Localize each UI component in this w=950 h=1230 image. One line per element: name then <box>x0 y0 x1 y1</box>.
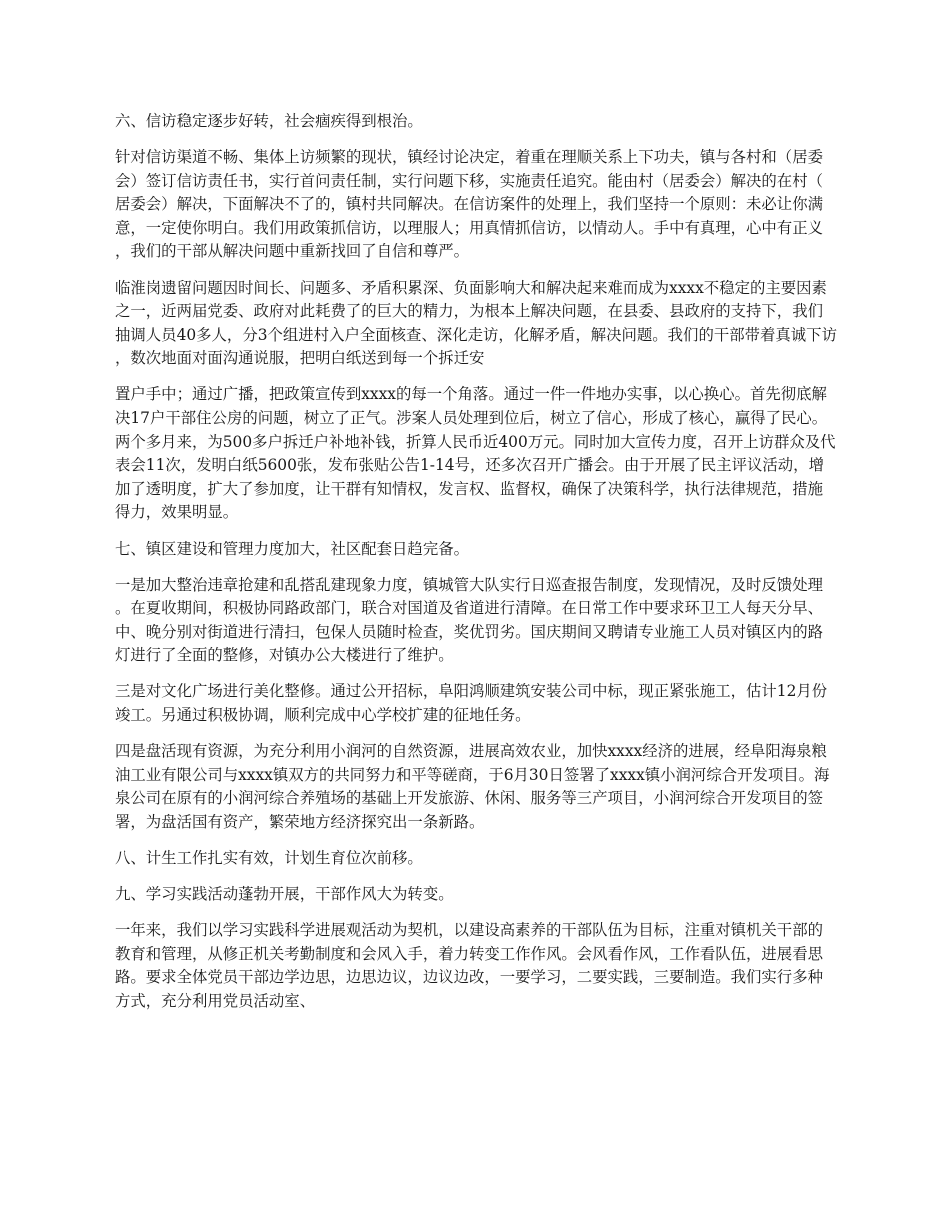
section-heading-9: 九、学习实践活动蓬勃开展，干部作风大为转变。 <box>115 885 454 904</box>
paragraph-cultural-square: 三是对文化广场进行美化整修。通过公开招标，阜阳鸿顺建筑安装公司中标，现正紧张施工，估计12月份竣工。另通过积极协调，顺利完成中心学校扩建的征地任务。 <box>115 682 828 725</box>
section-heading-8: 八、计生工作扎实有效，计划生育位次前移。 <box>115 849 423 868</box>
paragraph-illegal-construction: 一是加大整治违章抢建和乱搭乱建现象力度，镇城管大队实行日巡查报告制度，发现情况，及时反馈处理。在夏收期间，积极协同路政部门，联合对国道及省道进行清障。在日常工作中要求环卫工人每天分早、中、晚分别对街道进行清扫，包保人员随时检查，奖优罚劣。国庆期间又聘请专业施工人员对镇区内的路灯进行了全面的整修，对镇办公大楼进行了维护。 <box>115 575 823 665</box>
paragraph-petition-channels: 针对信访渠道不畅、集体上访频繁的现状，镇经讨论决定，着重在理顺关系上下功夫，镇与各村和（居委会）签订信访责任书，实行首问责任制，实行问题下移，实施责任追究。能由村（居委会）解决的在村（居委会）解决，下面解决不了的，镇村共同解决。在信访案件的处理上，我们坚持一个原则：未必让你满意，一定使你明白。我们用政策抓信访，以理服人；用真情抓信访，以情动人。手中有真理，心中有正义，我们的干部从解决问题中重新找回了自信和尊严。 <box>115 148 823 261</box>
section-heading-6: 六、信访稳定逐步好转，社会痼疾得到根治。 <box>115 112 423 130</box>
document-body <box>115 110 837 1026</box>
paragraph-relocation-households: 置户手中；通过广播，把政策宣传到xxxx的每一个角落。通过一件一件地办实事，以心换心。首先彻底解决17户干部住公房的问题，树立了正气。涉案人员处理到位后，树立了信心，形成了核心，赢得了民心。两个多月来，为500多户拆迁户补地补钱，折算人民币近400万元。同时加大宣传力度，召开上访群众及代表会11次，发明白纸5600张，发布张贴公告1-14号，还多次召开广播会。由于开展了民主评议活动，增加了透明度，扩大了参加度，让干群有知情权，发言权、监督权，确保了决策科学，执行法律规范，措施得力，效果明显。 <box>115 385 836 522</box>
paragraph-study-practice: 一年来，我们以学习实践科学进展观活动为契机，以建设高素养的干部队伍为目标，注重对镇机关干部的教育和管理，从修正机关考勤制度和会风入手，着力转变工作作风。会风看作风，工作看队伍，进展看思路。要求全体党员干部边学边思，边思边议，边议边改，一要学习，二要实践，三要制造。我们实行多种方式，充分利用党员活动室、 <box>115 921 823 1010</box>
paragraph-resource-revitalization: 四是盘活现有资源，为充分利用小润河的自然资源，进展高效农业，加快xxxx经济的进展，经阜阳海泉粮油工业有限公司与xxxx镇双方的共同努力和平等磋商，于6月30日签署了xxxx镇小润河综合开发项目。海泉公司在原有的小润河综合养殖场的基础上开发旅游、休闲、服务等三产项目，小润河综合开发项目的签署，为盘活国有资产，繁荣地方经济探究出一条新路。 <box>115 742 830 831</box>
section-heading-7: 七、镇区建设和管理力度加大，社区配套日趋完备。 <box>115 539 469 558</box>
paragraph-linhuaigang-issues: 临淮岗遗留问题因时间长、问题多、矛盾积累深、负面影响大和解决起来难而成为xxxx不稳定的主要因素之一，近两届党委、政府对此耗费了的巨大的精力，为根本上解决问题，在县委、县政府的支持下，我们抽调人员40多人，分3个组进村入户全面核查、深化走访，化解矛盾，解决问题。我们的干部带着真诚下访，数次地面对面沟通说服，把明白纸送到每一个拆迁安 <box>115 278 837 368</box>
